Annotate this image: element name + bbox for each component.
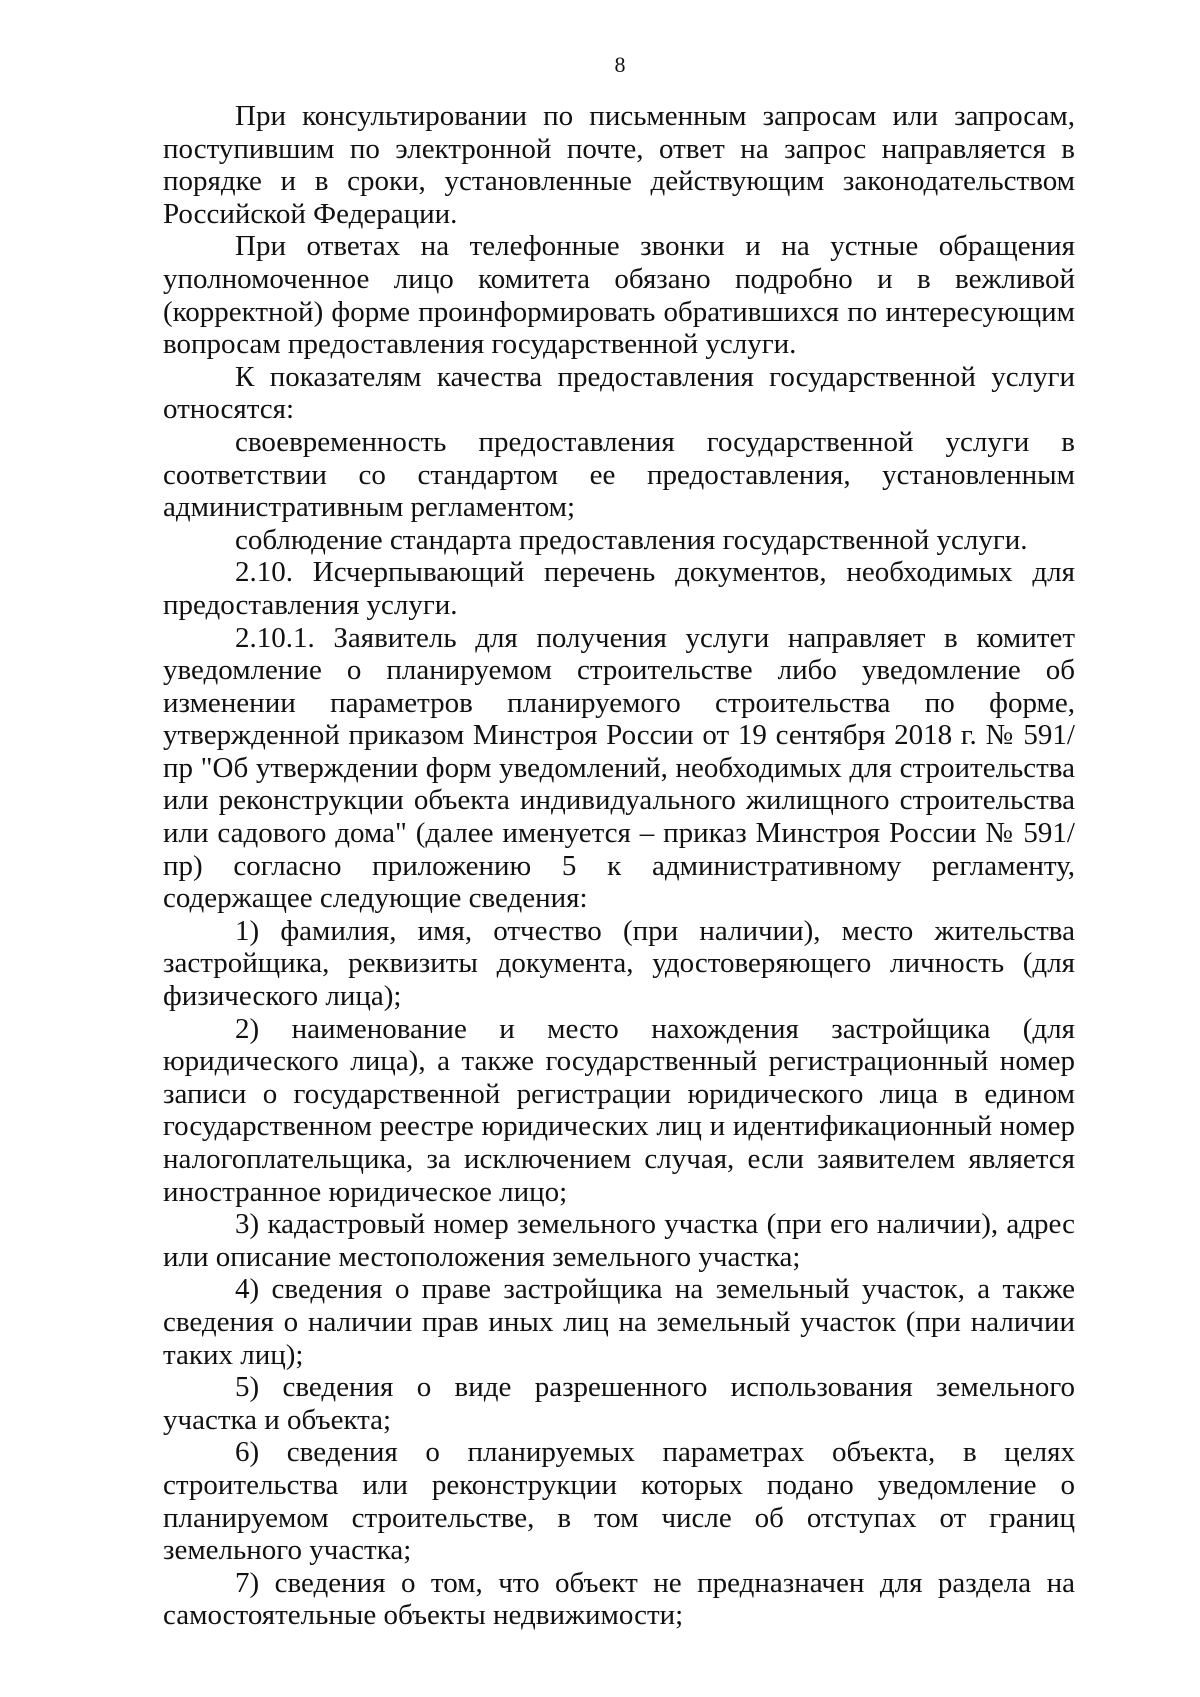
list-item-2: 2) наименование и место нахождения застройщика (для юридического лица), а также государственный регистрационный номер записи о государственной регистрации юридического лица в едином государственном реестре юридических лиц и идентификационный номер налогоплательщика, за исключением случая, если заявителем является иностранное юридическое лицо;	[163, 1012, 1075, 1208]
list-item-7: 7) сведения о том, что объект не предназначен для раздела на самостоятельные объекты недвижимости;	[163, 1566, 1075, 1632]
page-number: 8	[614, 52, 626, 77]
paragraph-quality-indicators: К показателям качества предоставления государственной услуги относятся:	[163, 360, 1075, 426]
list-item-1: 1) фамилия, имя, отчество (при наличии), место жительства застройщика, реквизиты документа, удостоверяющего личность (для физического лица);	[163, 914, 1075, 1013]
list-item-4: 4) сведения о праве застройщика на земельный участок, а также сведения о наличии прав иных лиц на земельный участок (при наличии таких лиц);	[163, 1273, 1075, 1371]
document-body	[163, 100, 1075, 1632]
list-item-3: 3) кадастровый номер земельного участка (при его наличии), адрес или описание местоположения земельного участка;	[163, 1208, 1075, 1273]
list-item-6: 6) сведения о планируемых параметрах объекта, в целях строительства или реконструкции которых подано уведомление о планируемом строительстве, в том числе об отступах от границ земельного участка;	[163, 1436, 1075, 1567]
paragraph-phone-answers: При ответах на телефонные звонки и на устные обращения уполномоченное лицо комитета обязано подробно и в вежливой (корректной) форме проинформировать обратившихся по интересующим вопросам предоставления государственной услуги.	[163, 230, 1075, 361]
paragraph-timeliness: своевременность предоставления государственной услуги в соответствии со стандартом ее предоставления, установленным административным регламентом;	[163, 425, 1075, 524]
paragraph-standard-compliance: соблюдение стандарта предоставления государственной услуги.	[235, 523, 1028, 556]
section-2-10-1: 2.10.1. Заявитель для получения услуги направляет в комитет уведомление о планируемом строительстве либо уведомление об изменении параметров планируемого строительства по форме, утвержденной приказом Минстроя России от 19 сентября 2018 г. № 591/пр "Об утверждении форм уведомлений, необходимых для строительства или реконструкции объекта индивидуального жилищного строительства или садового дома" (далее именуется – приказ Минстроя России № 591/пр) согласно приложению 5 к административному регламенту, содержащее следующие сведения:	[163, 621, 1075, 915]
paragraph-consultation-written: При консультировании по письменным запросам или запросам, поступившим по электронной почте, ответ на запрос направляется в порядке и в сроки, установленные действующим законодательством Российской Федерации.	[163, 100, 1075, 230]
list-item-5: 5) сведения о виде разрешенного использования земельного участка и объекта;	[163, 1371, 1075, 1436]
section-2-10-heading: 2.10. Исчерпывающий перечень документов, необходимых для предоставления услуги.	[163, 556, 1075, 621]
